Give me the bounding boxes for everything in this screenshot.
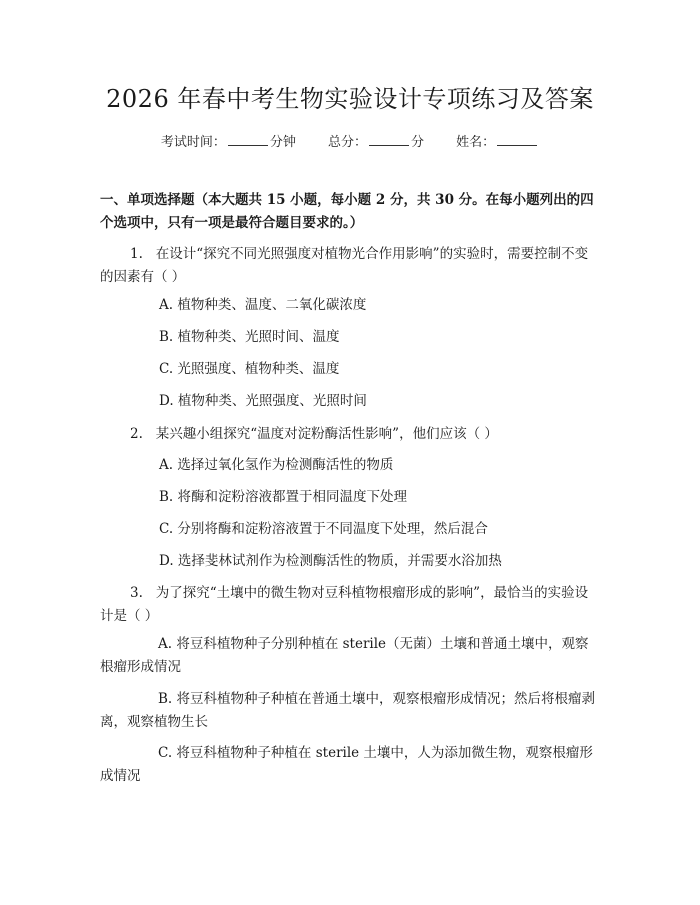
student-name-label: 姓名：: [456, 135, 496, 150]
question-1-option-a: A. 植物种类、温度、二氧化碳浓度: [159, 297, 367, 313]
question-3-text: 为了探究“土壤中的微生物对豆科植物根瘤形成的影响”，最恰当的实验设计是（ ）: [100, 585, 589, 624]
question-1-option-b: B. 植物种类、光照时间、温度: [159, 329, 340, 345]
question-3-option-b: B. 将豆科植物种子种植在普通土壤中，观察根瘤形成情况；然后将根瘤剥离，观察植物生长: [100, 691, 596, 730]
question-1-option-c: C. 光照强度、植物种类、温度: [159, 361, 340, 377]
question-1: [100, 243, 600, 289]
student-name-blank: [497, 133, 537, 146]
question-3: [100, 582, 600, 628]
question-2-option-b: B. 将酶和淀粉溶液都置于相同温度下处理: [159, 489, 408, 505]
question-1-stem: [100, 243, 600, 289]
section-heading: 一、单项选择题（本大题共 15 小题，每小题 2 分，共 30 分。在每小题列出的四个选项中，只有一项是最符合题目要求的。）: [100, 192, 594, 231]
question-1-number: 1.: [130, 246, 143, 262]
question-2: [100, 423, 600, 446]
question-3-option-c: C. 将豆科植物种子种植在 sterile 土壤中，人为添加微生物，观察根瘤形成情况: [100, 745, 593, 784]
question-3-number: 3.: [130, 585, 143, 601]
total-score-unit: 分: [411, 135, 425, 150]
question-3-option-a: A. 将豆科植物种子分别种植在 sterile（无菌）土壤和普通土壤中，观察根瘤形成情况: [100, 636, 589, 675]
exam-time-blank: [228, 133, 268, 146]
exam-time-field: [161, 133, 296, 152]
total-score-label: 总分：: [327, 135, 367, 150]
question-1-option-d: D. 植物种类、光照强度、光照时间: [159, 393, 367, 409]
student-name-field: [456, 133, 539, 152]
exam-time-label: 考试时间：: [160, 135, 226, 150]
question-2-option-c: C. 分别将酶和淀粉溶液置于不同温度下处理，然后混合: [159, 521, 488, 537]
total-score-blank: [369, 133, 409, 146]
question-2-option-d: D. 选择斐林试剂作为检测酶活性的物质，并需要水浴加热: [159, 553, 502, 569]
exam-info-line: [0, 133, 700, 152]
question-2-text: 某兴趣小组探究“温度对淀粉酶活性影响”，他们应该（ ）: [155, 426, 498, 442]
question-2-stem: [100, 423, 600, 446]
total-score-field: [328, 133, 424, 152]
question-3-stem: [100, 582, 600, 628]
page-title: 2026 年春中考生物实验设计专项练习及答案: [106, 85, 594, 113]
exam-time-unit: 分钟: [269, 135, 296, 150]
question-1-text: 在设计“探究不同光照强度对植物光合作用影响”的实验时，需要控制不变的因素有（ ）: [100, 246, 589, 285]
question-2-option-a: A. 选择过氧化氢作为检测酶活性的物质: [159, 457, 394, 473]
question-2-number: 2.: [130, 426, 143, 442]
